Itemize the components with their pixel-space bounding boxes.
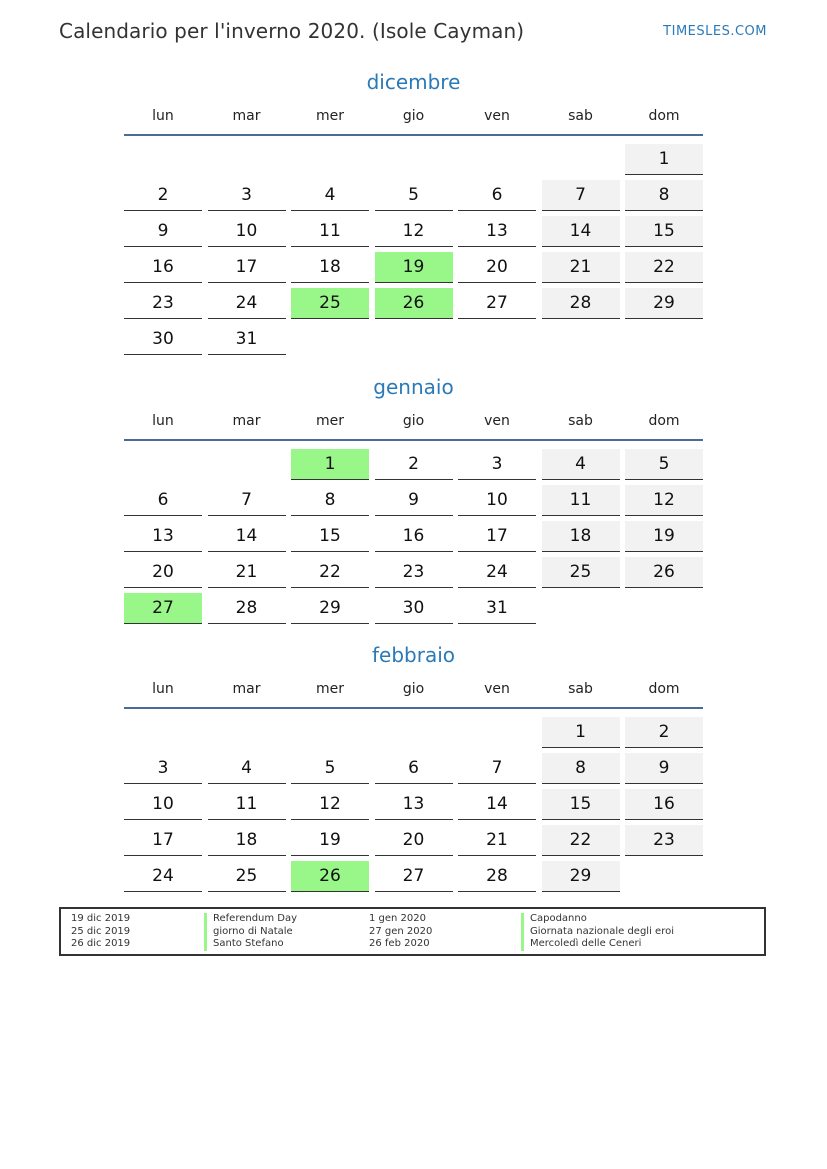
legend-holiday: Mercoledì delle Ceneri [521, 938, 641, 951]
day-cell: 23 [124, 288, 202, 319]
header-divider [124, 707, 703, 709]
day-cell: 4 [542, 449, 620, 480]
day-cell: 20 [375, 825, 453, 856]
day-cell: 8 [625, 180, 703, 211]
day-cell: 24 [208, 288, 286, 319]
weekday-label: sab [568, 413, 593, 429]
day-cell: 13 [375, 789, 453, 820]
day-cell: 12 [625, 485, 703, 516]
weekday-label: dom [648, 681, 680, 697]
day-cell: 4 [208, 753, 286, 784]
day-cell: 16 [375, 521, 453, 552]
day-cell: 21 [542, 252, 620, 283]
day-cell: 5 [625, 449, 703, 480]
weekday-label: mar [232, 108, 261, 124]
day-cell: 9 [124, 216, 202, 247]
legend-holiday: Capodanno [521, 913, 587, 926]
day-cell: 21 [458, 825, 536, 856]
weekday-label: dom [648, 108, 680, 124]
day-cell: 20 [124, 557, 202, 588]
day-cell: 22 [625, 252, 703, 283]
day-cell: 9 [375, 485, 453, 516]
legend-holiday: giorno di Natale [204, 926, 293, 939]
month-name: gennaio [373, 375, 454, 399]
day-cell: 17 [124, 825, 202, 856]
day-cell: 10 [208, 216, 286, 247]
weekday-label: mer [315, 413, 344, 429]
day-cell: 3 [124, 753, 202, 784]
day-cell: 26 [625, 557, 703, 588]
holiday-day-cell: 1 [291, 449, 369, 480]
weekday-label: ven [484, 413, 510, 429]
day-cell: 2 [124, 180, 202, 211]
day-cell: 12 [291, 789, 369, 820]
day-cell: 8 [291, 485, 369, 516]
day-cell: 2 [625, 717, 703, 748]
weekday-header [124, 413, 703, 433]
brand-link[interactable]: TIMESLES.COM [663, 24, 767, 39]
holiday-day-cell: 19 [375, 252, 453, 283]
day-cell: 25 [208, 861, 286, 892]
day-cell: 14 [542, 216, 620, 247]
weekday-label: sab [568, 108, 593, 124]
legend-holiday: Santo Stefano [204, 938, 284, 951]
month-name: dicembre [366, 70, 461, 94]
day-cell: 24 [458, 557, 536, 588]
day-cell: 29 [542, 861, 620, 892]
day-cell: 22 [542, 825, 620, 856]
weekday-label: mar [232, 681, 261, 697]
day-cell: 27 [375, 861, 453, 892]
day-cell: 13 [124, 521, 202, 552]
legend-holiday: Giornata nazionale degli eroi [521, 926, 674, 939]
holiday-legend [59, 907, 766, 956]
day-cell: 19 [291, 825, 369, 856]
day-cell: 27 [458, 288, 536, 319]
day-cell: 10 [458, 485, 536, 516]
day-cell: 5 [375, 180, 453, 211]
day-cell: 9 [625, 753, 703, 784]
day-cell: 3 [208, 180, 286, 211]
day-cell: 19 [625, 521, 703, 552]
weekday-label: lun [152, 413, 174, 429]
day-cell: 22 [291, 557, 369, 588]
day-cell: 30 [375, 593, 453, 624]
weekday-label: gio [402, 413, 425, 429]
legend-date: 1 gen 2020 [369, 913, 427, 924]
day-cell: 18 [291, 252, 369, 283]
page-title: Calendario per l'inverno 2020. (Isole Cayman) [59, 19, 525, 43]
legend-holiday: Referendum Day [204, 913, 297, 926]
day-cell: 21 [208, 557, 286, 588]
holiday-day-cell: 26 [375, 288, 453, 319]
day-cell: 8 [542, 753, 620, 784]
weekday-header [124, 681, 703, 701]
day-cell: 2 [375, 449, 453, 480]
day-cell: 15 [542, 789, 620, 820]
day-cell: 5 [291, 753, 369, 784]
day-cell: 6 [375, 753, 453, 784]
day-cell: 7 [208, 485, 286, 516]
weekday-label: dom [648, 413, 680, 429]
weekday-label: mer [315, 108, 344, 124]
day-cell: 24 [124, 861, 202, 892]
weekday-label: gio [402, 681, 425, 697]
day-cell: 15 [291, 521, 369, 552]
day-cell: 13 [458, 216, 536, 247]
day-cell: 29 [625, 288, 703, 319]
day-cell: 28 [458, 861, 536, 892]
day-cell: 3 [458, 449, 536, 480]
day-cell: 15 [625, 216, 703, 247]
day-cell: 7 [458, 753, 536, 784]
day-cell: 6 [458, 180, 536, 211]
day-cell: 17 [458, 521, 536, 552]
day-cell: 31 [458, 593, 536, 624]
day-cell: 11 [542, 485, 620, 516]
day-cell: 12 [375, 216, 453, 247]
day-cell: 4 [291, 180, 369, 211]
day-cell: 28 [542, 288, 620, 319]
holiday-day-cell: 27 [124, 593, 202, 624]
weekday-label: ven [484, 681, 510, 697]
weekday-label: gio [402, 108, 425, 124]
day-cell: 1 [625, 144, 703, 175]
day-cell: 25 [542, 557, 620, 588]
legend-date: 27 gen 2020 [369, 925, 433, 937]
day-cell: 29 [291, 593, 369, 624]
header-divider [124, 439, 703, 441]
day-cell: 7 [542, 180, 620, 211]
day-cell: 1 [542, 717, 620, 748]
day-cell: 18 [542, 521, 620, 552]
day-cell: 18 [208, 825, 286, 856]
header-divider [124, 134, 703, 136]
day-cell: 28 [208, 593, 286, 624]
weekday-label: ven [484, 108, 510, 124]
weekday-label: mar [232, 413, 261, 429]
weekday-header [124, 108, 703, 128]
weekday-label: lun [152, 108, 174, 124]
day-cell: 11 [208, 789, 286, 820]
holiday-day-cell: 25 [291, 288, 369, 319]
holiday-day-cell: 26 [291, 861, 369, 892]
month-name: febbraio [371, 643, 455, 667]
legend-date: 25 dic 2019 [71, 925, 131, 937]
weekday-label: lun [152, 681, 174, 697]
legend-date: 26 dic 2019 [71, 938, 131, 949]
day-cell: 30 [124, 324, 202, 355]
legend-date: 26 feb 2020 [369, 938, 430, 949]
day-cell: 6 [124, 485, 202, 516]
day-cell: 16 [625, 789, 703, 820]
day-cell: 16 [124, 252, 202, 283]
day-cell: 20 [458, 252, 536, 283]
day-cell: 23 [375, 557, 453, 588]
day-cell: 31 [208, 324, 286, 355]
day-cell: 17 [208, 252, 286, 283]
day-cell: 23 [625, 825, 703, 856]
legend-date: 19 dic 2019 [71, 913, 131, 924]
day-cell: 10 [124, 789, 202, 820]
day-cell: 14 [208, 521, 286, 552]
day-cell: 14 [458, 789, 536, 820]
weekday-label: mer [315, 681, 344, 697]
day-cell: 11 [291, 216, 369, 247]
weekday-label: sab [568, 681, 593, 697]
